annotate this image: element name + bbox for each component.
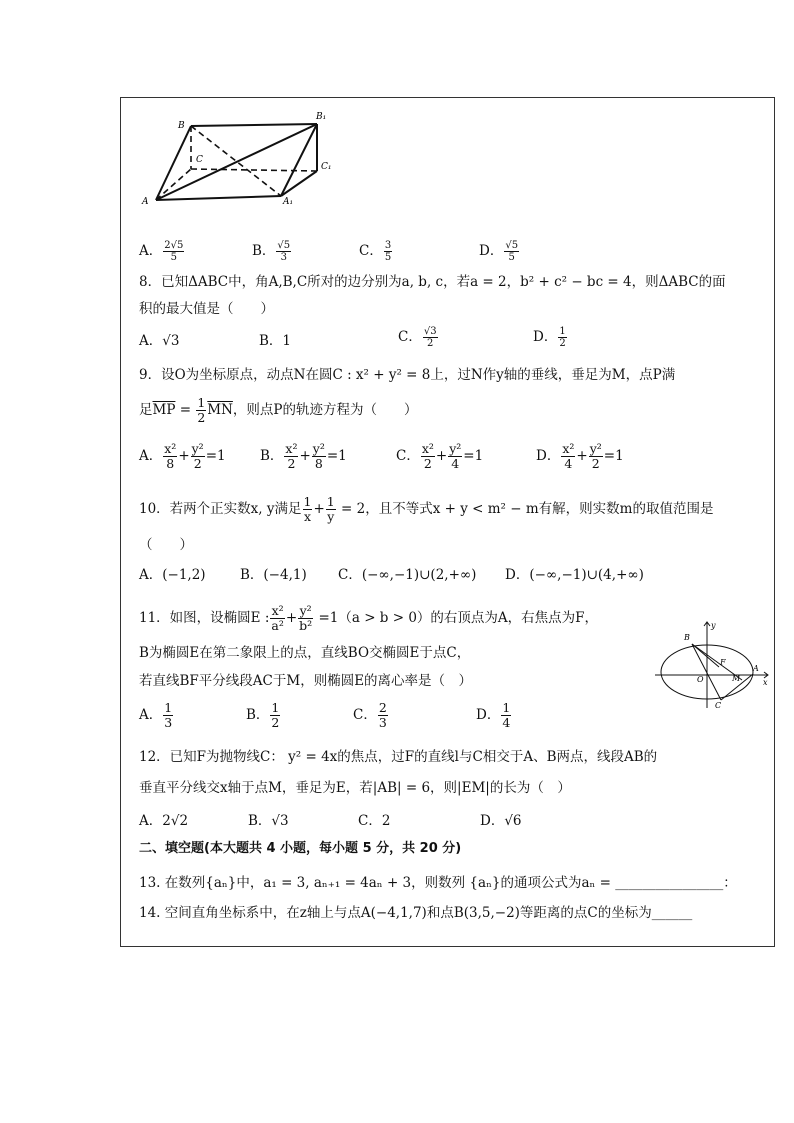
q10-option-c[interactable]: C．(−∞,−1)∪(2,+∞) (338, 567, 477, 583)
q11-stem-line1: 11．如图，设椭圆E : $\frac{\text{x²}}{\text{a²}}$ + $\frac{\text{y²}}{\text{b²}}$ =1（a > b > 0）的右顶点为A，右焦点为F， (139, 603, 599, 633)
q11-stem-line2: B为椭圆E在第二象限上的点，直线BO交椭圆E于点C， (139, 645, 471, 661)
fig7-label-b: B (178, 121, 185, 131)
q13-stem: 13. 在数列{aₙ}中，a₁ = 3, aₙ₊₁ = 4aₙ + 3，则数列 {aₙ}的通项公式为aₙ = ________________： (139, 875, 737, 891)
q8-option-b[interactable]: B．1 (259, 333, 292, 349)
q11-fig-label-o: O (697, 675, 704, 684)
q10-option-d[interactable]: D．(−∞,−1)∪(4,+∞) (505, 567, 644, 583)
q10-option-a[interactable]: A．(−1,2) (139, 567, 206, 583)
q11-option-d[interactable]: D． $\frac{1}{4}$ (476, 700, 511, 730)
q11-fig-label-c: C (715, 701, 722, 710)
fig7-label-c1: C₁ (321, 162, 332, 172)
q12-stem-line2: 垂直平分线交x轴于点M，垂足为E，若|AB| = 6，则|EM|的长为（ ） (139, 780, 571, 796)
q9-stem-line2: 足$\overline{MP}$ = $\frac{1}{2}$ $\overline{MN}$，则点P的轨迹方程为（ ） (139, 395, 418, 425)
q8-option-a[interactable]: A．√3 (139, 333, 180, 349)
q9-option-b[interactable]: B． $\frac{\text{x²}}{2}$ + $\frac{\text{y²}}{8}$ =1 (260, 441, 347, 471)
q7-option-a[interactable]: A． $\frac{2√5}{5}$ (139, 240, 184, 263)
q9-option-a[interactable]: A． $\frac{\text{x²}}{8}$ + $\frac{\text{y²}}{2}$ =1 (139, 441, 226, 471)
fig7-label-c: C (196, 155, 203, 165)
fig7-label-a1: A₁ (283, 197, 294, 207)
q8-stem-line1: 8．已知ΔABC中，角A,B,C所对的边分别为a, b, c，若a = 2，b² + c² − bc = 4，则ΔABC的面 (139, 274, 726, 290)
q8-option-d[interactable]: D． $\frac{1}{2}$ (533, 326, 566, 349)
q10-stem-line2: （ ） (139, 537, 193, 553)
prism-figure (138, 108, 348, 210)
q14-stem: 14. 空间直角坐标系中，在z轴上与点A(−4,1,7)和点B(3,5,−2)等距离的点C的坐标为______ (139, 905, 693, 921)
q8-stem-line2: 积的最大值是（ ） (139, 301, 274, 317)
q12-option-d[interactable]: D．√6 (480, 813, 522, 829)
q8-option-c[interactable]: C． $\frac{√3}{2}$ (398, 326, 437, 349)
q11-fig-label-b: B (684, 633, 690, 642)
q10-option-b[interactable]: B．(−4,1) (240, 567, 307, 583)
q11-option-b[interactable]: B． $\frac{1}{2}$ (246, 700, 280, 730)
q11-fig-label-m: M (732, 674, 741, 683)
q7-option-d[interactable]: D． $\frac{√5}{5}$ (479, 240, 519, 263)
q11-option-c[interactable]: C． $\frac{2}{3}$ (353, 700, 387, 730)
q7-option-c[interactable]: C． $\frac{3}{5}$ (359, 240, 392, 263)
q9-stem-line1: 9．设O为坐标原点，动点N在圆C : x² + y² = 8上，过N作y轴的垂线，垂足为M，点P满 (139, 367, 676, 383)
q12-option-c[interactable]: C．2 (358, 813, 391, 829)
q11-option-a[interactable]: A． $\frac{1}{3}$ (139, 700, 173, 730)
q12-option-a[interactable]: A．2√2 (139, 813, 189, 829)
q9-option-c[interactable]: C． $\frac{\text{x²}}{2}$ + $\frac{\text{y²}}{4}$ =1 (396, 441, 484, 471)
q12-option-b[interactable]: B．√3 (248, 813, 289, 829)
section-2-heading: 二、填空题(本大题共 4 小题，每小题 5 分，共 20 分) (139, 841, 462, 856)
q7-option-b[interactable]: B． $\frac{√5}{3}$ (252, 240, 291, 263)
ellipse-figure (655, 618, 773, 710)
q11-fig-label-f: F (720, 658, 726, 667)
q12-stem-line1: 12．已知F为抛物线C： y² = 4x的焦点，过F的直线l与C相交于A、B两点，线段AB的 (139, 749, 658, 765)
q11-fig-label-a: A (753, 664, 759, 673)
fig7-label-b1: B₁ (316, 112, 327, 122)
fig7-label-a: A (142, 197, 149, 207)
q10-stem-line1: 10．若两个正实数x, y满足 $\frac{1}{x}$ + $\frac{1}{y}$ = 2，且不等式x + y < m² − m有解，则实数m的取值范围是 (139, 494, 714, 524)
q11-fig-label-y: y (711, 621, 716, 630)
q9-option-d[interactable]: D． $\frac{\text{x²}}{4}$ + $\frac{\text{y²}}{2}$ =1 (536, 441, 624, 471)
q11-fig-label-x: x (763, 678, 768, 687)
q11-stem-line3: 若直线BF平分线段AC于M，则椭圆E的离心率是（ ） (139, 673, 473, 689)
